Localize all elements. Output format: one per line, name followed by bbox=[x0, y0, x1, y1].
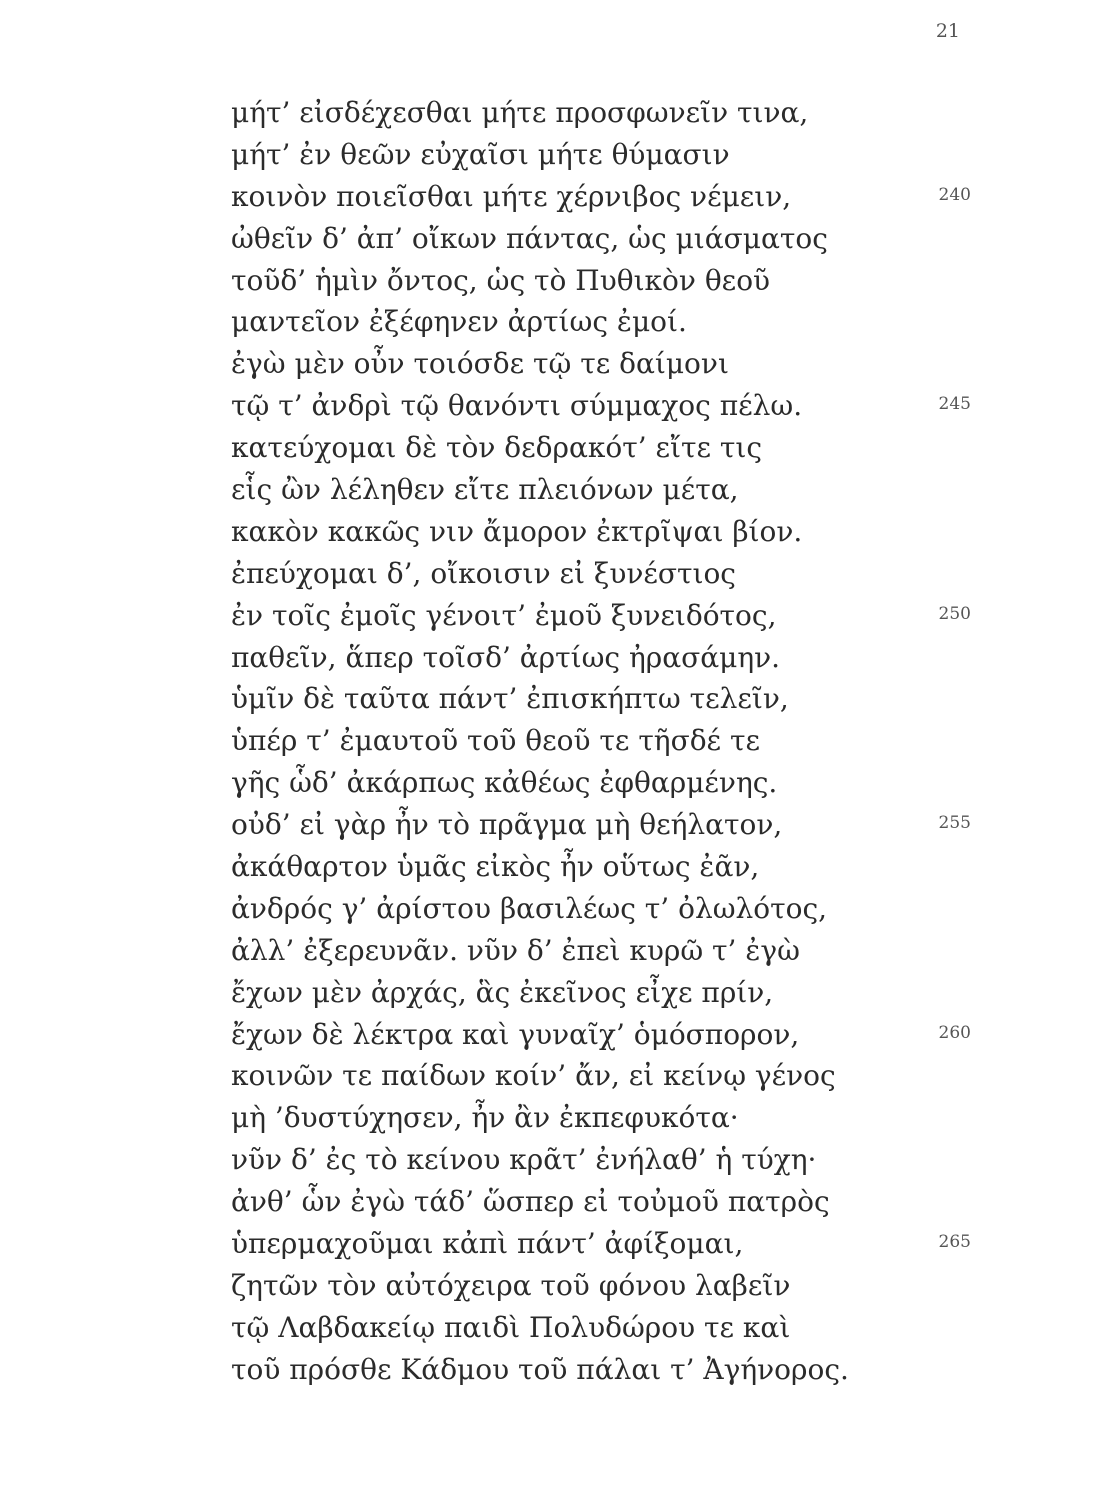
verse-line bbox=[231, 92, 931, 134]
verse-line bbox=[231, 553, 931, 595]
verse-line-text: ὑπερμαχοῦμαι κἀπὶ πάντ’ ἀφίξομαι, bbox=[231, 1227, 744, 1261]
verse-line-text: μήτ’ ἐν θεῶν εὐχαῖσι μήτε θύμασιν bbox=[231, 137, 730, 171]
verse-line bbox=[231, 301, 931, 343]
verse-line-text: κοινῶν τε παίδων κοίν’ ἄν, εἰ κείνῳ γένος bbox=[231, 1059, 836, 1093]
verse-line bbox=[231, 846, 931, 888]
verse-line-text: ὠθεῖν δ’ ἀπ’ οἴκων πάντας, ὡς μιάσματος bbox=[231, 221, 828, 255]
verse-line bbox=[231, 1014, 971, 1056]
verse-line bbox=[231, 385, 971, 427]
verse-line bbox=[231, 930, 931, 972]
verse-line bbox=[231, 595, 971, 637]
line-number: 260 bbox=[938, 1022, 971, 1043]
verse-line-text: μήτ’ εἰσδέχεσθαι μήτε προσφωνεῖν τινα, bbox=[231, 96, 809, 129]
verse-line bbox=[231, 134, 931, 176]
verse-line bbox=[231, 720, 931, 762]
verse-line-text: νῦν δ’ ἐς τὸ κείνου κρᾶτ’ ἐνήλαθ’ ἡ τύχη· bbox=[231, 1143, 817, 1177]
verse-line-text: ἀνθ’ ὧν ἐγὼ τάδ’ ὥσπερ εἰ τοὐμοῦ πατρὸς bbox=[231, 1185, 830, 1219]
verse-line-text: ἐγὼ μὲν οὖν τοιόσδε τῷ τε δαίμονι bbox=[231, 347, 729, 381]
line-number: 240 bbox=[938, 184, 971, 205]
verse-line bbox=[231, 1307, 931, 1349]
verse-line bbox=[231, 972, 931, 1014]
verse-line-text: ὑμῖν δὲ ταῦτα πάντ’ ἐπισκήπτω τελεῖν, bbox=[231, 682, 789, 716]
verse-line-text: τοῦδ’ ἡμὶν ὄντος, ὡς τὸ Πυθικὸν θεοῦ bbox=[231, 263, 771, 297]
verse-line-text: ἀνδρός γ’ ἀρίστου βασιλέως τ’ ὀλωλότος, bbox=[231, 891, 828, 925]
verse-line bbox=[231, 176, 971, 218]
verse-line bbox=[231, 762, 931, 804]
verse-line-text: οὐδ’ εἰ γὰρ ἦν τὸ πρᾶγμα μὴ θεήλατον, bbox=[231, 808, 783, 842]
verse-line bbox=[231, 427, 931, 469]
verse-line bbox=[231, 1349, 931, 1391]
verse-line-text: μὴ ’δυστύχησεν, ἦν ἂν ἐκπεφυκότα· bbox=[231, 1101, 739, 1135]
line-number: 255 bbox=[938, 813, 971, 834]
page-number: 21 bbox=[935, 20, 960, 42]
verse-line-text: τοῦ πρόσθε Κάδμου τοῦ πάλαι τ’ Ἀγήνορος. bbox=[231, 1352, 849, 1386]
verse-line bbox=[231, 1055, 931, 1097]
verse-line-text: ἀκάθαρτον ὑμᾶς εἰκὸς ἦν οὕτως ἐᾶν, bbox=[231, 850, 760, 884]
verse-line-text: κακὸν κακῶς νιν ἄμορον ἐκτρῖψαι βίον. bbox=[231, 514, 803, 548]
verse-line-text: ἀλλ’ ἐξερευνᾶν. νῦν δ’ ἐπεὶ κυρῶ τ’ ἐγὼ bbox=[231, 933, 800, 967]
line-number: 250 bbox=[938, 603, 971, 624]
verse-line bbox=[231, 260, 931, 302]
verse-line-text: εἷς ὢν λέληθεν εἴτε πλειόνων μέτα, bbox=[231, 473, 739, 507]
verse-line bbox=[231, 469, 931, 511]
verse-line bbox=[231, 888, 931, 930]
verse-line bbox=[231, 804, 971, 846]
verse-line bbox=[231, 1265, 931, 1307]
line-number: 265 bbox=[938, 1232, 971, 1253]
verse-line-text: παθεῖν, ἅπερ τοῖσδ’ ἀρτίως ἠρασάμην. bbox=[231, 640, 781, 674]
verse-line-text: τῷ τ’ ἀνδρὶ τῷ θανόντι σύμμαχος πέλω. bbox=[231, 389, 803, 423]
verse-line bbox=[231, 1097, 931, 1139]
verse-line-text: μαντεῖον ἐξέφηνεν ἀρτίως ἐμοί. bbox=[231, 305, 687, 339]
verse-line-text: ὑπέρ τ’ ἐμαυτοῦ τοῦ θεοῦ τε τῆσδέ τε bbox=[231, 724, 760, 758]
verse-line-text: ἔχων δὲ λέκτρα καὶ γυναῖχ’ ὁμόσπορον, bbox=[231, 1017, 800, 1051]
verse-line-text: ζητῶν τὸν αὐτόχειρα τοῦ φόνου λαβεῖν bbox=[231, 1268, 791, 1302]
verse-line bbox=[231, 511, 931, 553]
verse-line-text: ἐν τοῖς ἐμοῖς γένοιτ’ ἐμοῦ ξυνειδότος, bbox=[231, 598, 777, 632]
verse-line-text: γῆς ὧδ’ ἀκάρπως κἀθέως ἐφθαρμένης. bbox=[231, 766, 778, 800]
verse-line bbox=[231, 637, 931, 679]
verse-line bbox=[231, 1181, 931, 1223]
verse-line bbox=[231, 1139, 931, 1181]
verse-line-text: κοινὸν ποιεῖσθαι μήτε χέρνιβος νέμειν, bbox=[231, 179, 792, 213]
verse-line bbox=[231, 678, 931, 720]
line-number: 245 bbox=[938, 394, 971, 415]
verse-line bbox=[231, 343, 931, 385]
verse-line bbox=[231, 218, 931, 260]
verse-line-text: κατεύχομαι δὲ τὸν δεδρακότ’ εἴτε τις bbox=[231, 431, 763, 465]
verse-line bbox=[231, 1223, 971, 1265]
verse-passage bbox=[231, 92, 971, 1391]
verse-line-text: ἐπεύχομαι δ’, οἴκοισιν εἰ ξυνέστιος bbox=[231, 556, 736, 590]
verse-line-text: ἔχων μὲν ἀρχάς, ἃς ἐκεῖνος εἶχε πρίν, bbox=[231, 975, 774, 1009]
verse-line-text: τῷ Λαβδακείῳ παιδὶ Πολυδώρου τε καὶ bbox=[231, 1310, 791, 1344]
